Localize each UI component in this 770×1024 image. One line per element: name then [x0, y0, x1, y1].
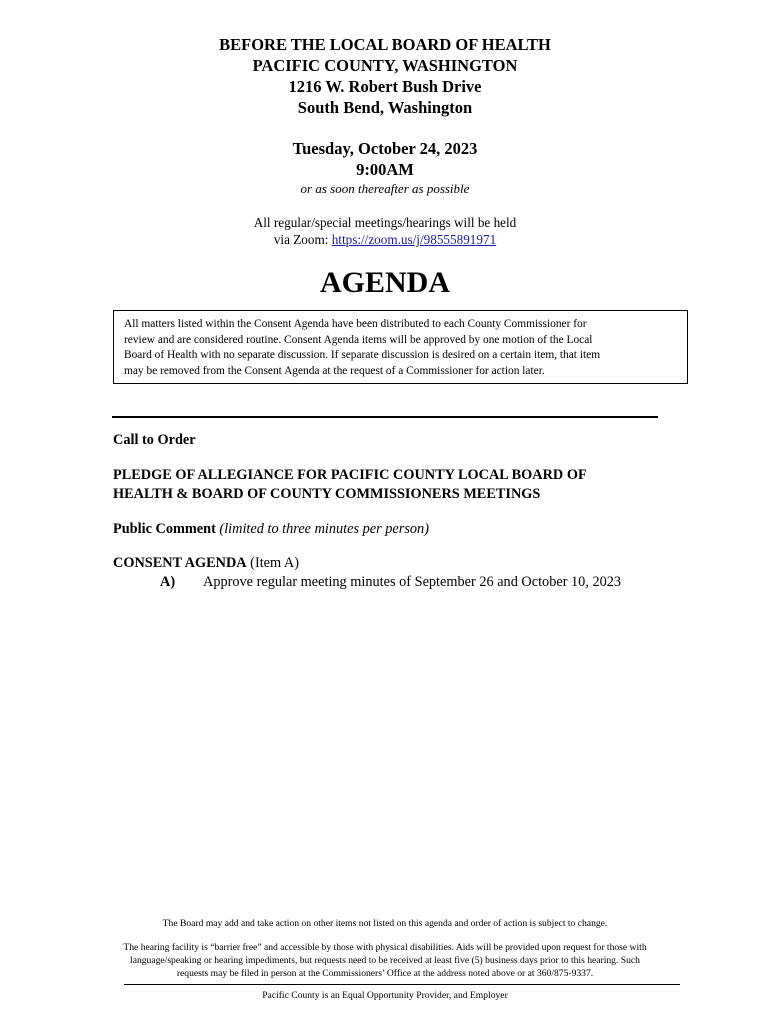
header-address: 1216 W. Robert Bush Drive [288, 77, 482, 96]
footer-note: The Board may add and take action on other items not listed on this agenda and order of action is subject to change. [162, 918, 608, 929]
call-to-order: Call to Order [113, 432, 196, 448]
accessibility-line: The hearing facility is “barrier free” and accessible by those with physical disabilities. Aids will be provided upon request for those with [123, 942, 647, 953]
meeting-date: Tuesday, October 24, 2023 [292, 139, 478, 158]
zoom-info [0, 214, 770, 248]
header-block [0, 34, 770, 118]
public-comment-label: Public Comment [113, 521, 216, 537]
zoom-prefix: via Zoom: [273, 232, 332, 247]
pledge-heading [113, 466, 587, 504]
consent-item-a [160, 573, 621, 592]
header-city: South Bend, Washington [297, 98, 473, 117]
zoom-link[interactable]: https://zoom.us/j/98555891971 [331, 232, 497, 247]
consent-agenda-label: CONSENT AGENDA [113, 555, 247, 571]
consent-item-letter: A) [160, 574, 176, 590]
consent-agenda-heading [113, 554, 299, 573]
public-comment-note: (limited to three minutes per person) [215, 521, 429, 537]
consent-notice-line: may be removed from the Consent Agenda at the request of a Commissioner for action later. [124, 364, 545, 377]
consent-item-text: Approve regular meeting minutes of September 26 and October 10, 2023 [203, 574, 622, 590]
footer-rule [124, 984, 680, 985]
meeting-time-note: or as soon thereafter as possible [300, 181, 470, 196]
consent-notice-line: Board of Health with no separate discussion. If separate discussion is desired on a certain item, that item [124, 349, 601, 362]
agenda-title: AGENDA [319, 266, 450, 299]
divider-rule [112, 416, 658, 418]
accessibility-notice [0, 942, 770, 980]
public-comment [113, 520, 429, 539]
pledge-line: PLEDGE OF ALLEGIANCE FOR PACIFIC COUNTY LOCAL BOARD OF [113, 467, 587, 483]
header-board: BEFORE THE LOCAL BOARD OF HEALTH [219, 35, 551, 54]
accessibility-line: requests may be filed in person at the Commissioners’ Office at the address noted above or at 360/875-9337. [176, 967, 594, 979]
consent-agenda-note: (Item A) [246, 555, 300, 571]
consent-notice-box [113, 310, 688, 384]
pledge-line: HEALTH & BOARD OF COUNTY COMMISSIONERS MEETINGS [113, 486, 541, 502]
consent-notice-line: review and are considered routine. Consent Agenda items will be approved by one motion of the Local [124, 333, 593, 346]
accessibility-line: language/speaking or hearing impediments, but requests need to be received at least five (5) business days prior to this hearing. Such [130, 954, 640, 966]
meeting-datetime [0, 138, 770, 180]
zoom-line: All regular/special meetings/hearings will be held [253, 215, 517, 230]
header-county: PACIFIC COUNTY, WASHINGTON [252, 56, 518, 75]
equal-opportunity: Pacific County is an Equal Opportunity Provider, and Employer [262, 990, 508, 1001]
meeting-time: 9:00AM [356, 160, 414, 179]
zoom-link-line [0, 231, 770, 248]
consent-notice-line: All matters listed within the Consent Agenda have been distributed to each County Commissioner for [124, 318, 587, 330]
